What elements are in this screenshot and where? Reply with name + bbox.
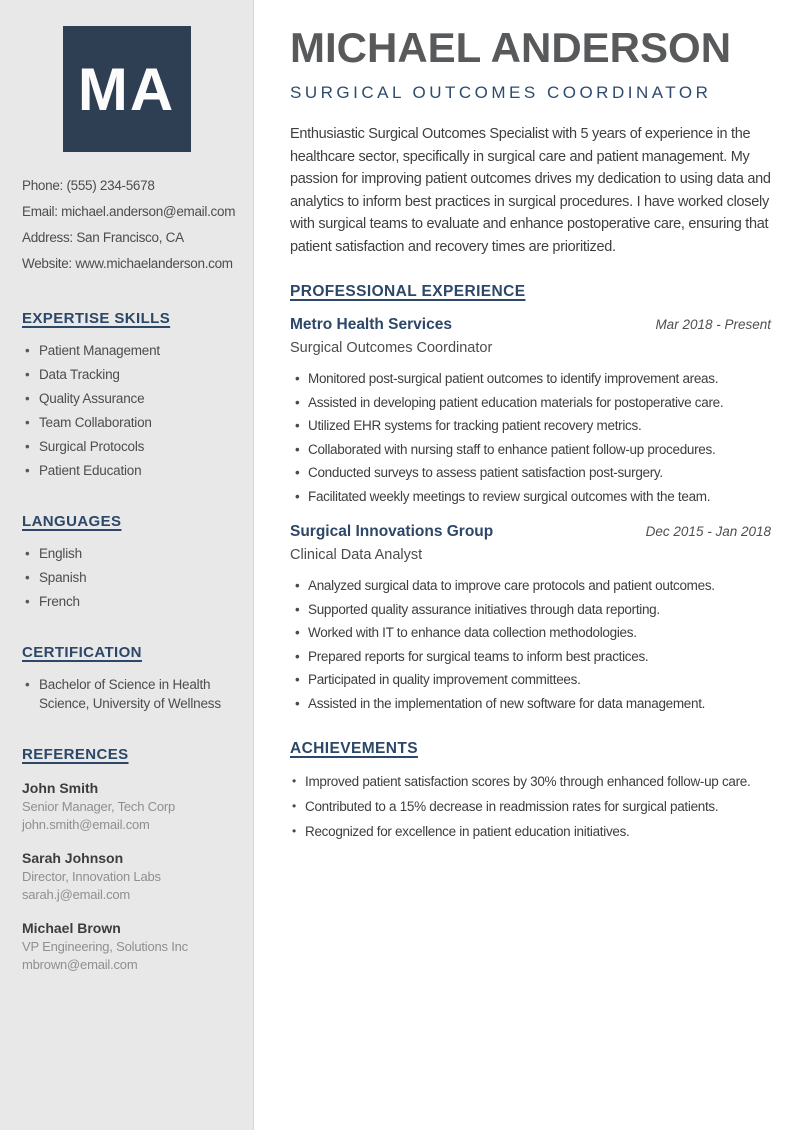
achievement-item: • Recognized for excellence in patient education initiatives. — [290, 819, 771, 844]
achievement-item: • Improved patient satisfaction scores by 30% through enhanced follow-up care. — [290, 769, 771, 794]
main-content — [254, 0, 800, 1130]
job-role: Surgical Outcomes Coordinator — [290, 340, 493, 356]
job-bullet: • Assisted in the implementation of new software for data management. — [290, 692, 771, 716]
job-bullet: • Monitored post-surgical patient outcomes to identify improvement areas. — [290, 367, 771, 391]
contact-phone: Phone: (555) 234-5678 — [22, 178, 155, 193]
skills-heading: EXPERTISE SKILLS — [22, 310, 171, 327]
language-item: • English — [22, 544, 231, 563]
reference-role: Senior Manager, Tech Corp — [22, 799, 176, 814]
job-bullet-list — [290, 574, 771, 715]
skill-item: • Patient Management — [22, 341, 231, 360]
job-dates: Dec 2015 - Jan 2018 — [645, 524, 771, 539]
languages-list — [22, 544, 231, 611]
reference-entry — [22, 918, 231, 973]
reference-name: John Smith — [22, 780, 99, 796]
sidebar — [0, 0, 254, 1130]
job-role: Clinical Data Analyst — [290, 547, 423, 563]
reference-role: VP Engineering, Solutions Inc — [22, 939, 188, 954]
skill-item: • Team Collaboration — [22, 413, 231, 432]
reference-role: Director, Innovation Labs — [22, 869, 161, 884]
job-bullet: • Worked with IT to enhance data collection methodologies. — [290, 621, 771, 645]
skill-item: • Data Tracking — [22, 365, 231, 384]
job-company: Metro Health Services — [290, 316, 452, 333]
reference-email: sarah.j@email.com — [22, 886, 131, 902]
experience-job — [290, 523, 771, 715]
monogram-avatar: MA — [63, 26, 191, 152]
summary-text: Enthusiastic Surgical Outcomes Specialist with 5 years of experience in the healthcare sector, specifically in surgical care and patient management. My passion for improving patient outcomes drives my dedication to using data and analytics to inform best practices in surgical procedures. I have worked closely with surgical teams to evaluate and enhance postoperative care, ensuring that patient satisfaction and recovery times are prioritized. — [290, 126, 771, 255]
reference-entry — [22, 778, 231, 833]
contact-address: Address: San Francisco, CA — [22, 230, 184, 245]
reference-name: Sarah Johnson — [22, 850, 124, 866]
reference-name: Michael Brown — [22, 920, 121, 936]
job-bullet: • Analyzed surgical data to improve care protocols and patient outcomes. — [290, 574, 771, 598]
job-bullet: • Prepared reports for surgical teams to inform best practices. — [290, 645, 771, 669]
experience-job — [290, 316, 771, 508]
references-heading: REFERENCES — [22, 746, 129, 763]
certification-heading: CERTIFICATION — [22, 644, 142, 661]
skill-item: • Patient Education — [22, 461, 231, 480]
contact-info — [22, 173, 236, 277]
job-header — [290, 523, 771, 541]
languages-heading: LANGUAGES — [22, 513, 122, 530]
job-bullet: • Utilized EHR systems for tracking patient recovery metrics. — [290, 414, 771, 438]
person-job-title: SURGICAL OUTCOMES COORDINATOR — [290, 83, 712, 102]
achievement-item: • Contributed to a 15% decrease in readmission rates for surgical patients. — [290, 794, 771, 819]
achievements-list — [290, 769, 771, 844]
job-bullet-list — [290, 367, 771, 508]
person-name: MICHAEL ANDERSON — [290, 24, 732, 71]
achievements-heading: ACHIEVEMENTS — [290, 740, 418, 757]
certification-item: • Bachelor of Science in Health Science, University of Wellness — [22, 675, 231, 713]
certification-list — [22, 675, 231, 713]
job-bullet: • Participated in quality improvement committees. — [290, 668, 771, 692]
reference-entry — [22, 848, 231, 903]
job-bullet: • Facilitated weekly meetings to review surgical outcomes with the team. — [290, 485, 771, 509]
reference-email: john.smith@email.com — [22, 816, 150, 832]
skill-item: • Surgical Protocols — [22, 437, 231, 456]
language-item: • Spanish — [22, 568, 231, 587]
job-bullet: • Assisted in developing patient education materials for postoperative care. — [290, 391, 771, 415]
reference-email: mbrown@email.com — [22, 956, 138, 972]
experience-heading: PROFESSIONAL EXPERIENCE — [290, 283, 526, 300]
job-bullet: • Conducted surveys to assess patient satisfaction post-surgery. — [290, 461, 771, 485]
references-list — [22, 778, 231, 973]
skill-item: • Quality Assurance — [22, 389, 231, 408]
job-header — [290, 316, 771, 334]
contact-website: Website: www.michaelanderson.com — [22, 256, 233, 271]
job-bullet: • Supported quality assurance initiatives through data reporting. — [290, 598, 771, 622]
job-bullet: • Collaborated with nursing staff to enhance patient follow-up procedures. — [290, 438, 771, 462]
language-item: • French — [22, 592, 231, 611]
job-company: Surgical Innovations Group — [290, 523, 494, 540]
job-dates: Mar 2018 - Present — [655, 317, 771, 332]
skills-list — [22, 341, 231, 480]
contact-email: Email: michael.anderson@email.com — [22, 204, 236, 219]
